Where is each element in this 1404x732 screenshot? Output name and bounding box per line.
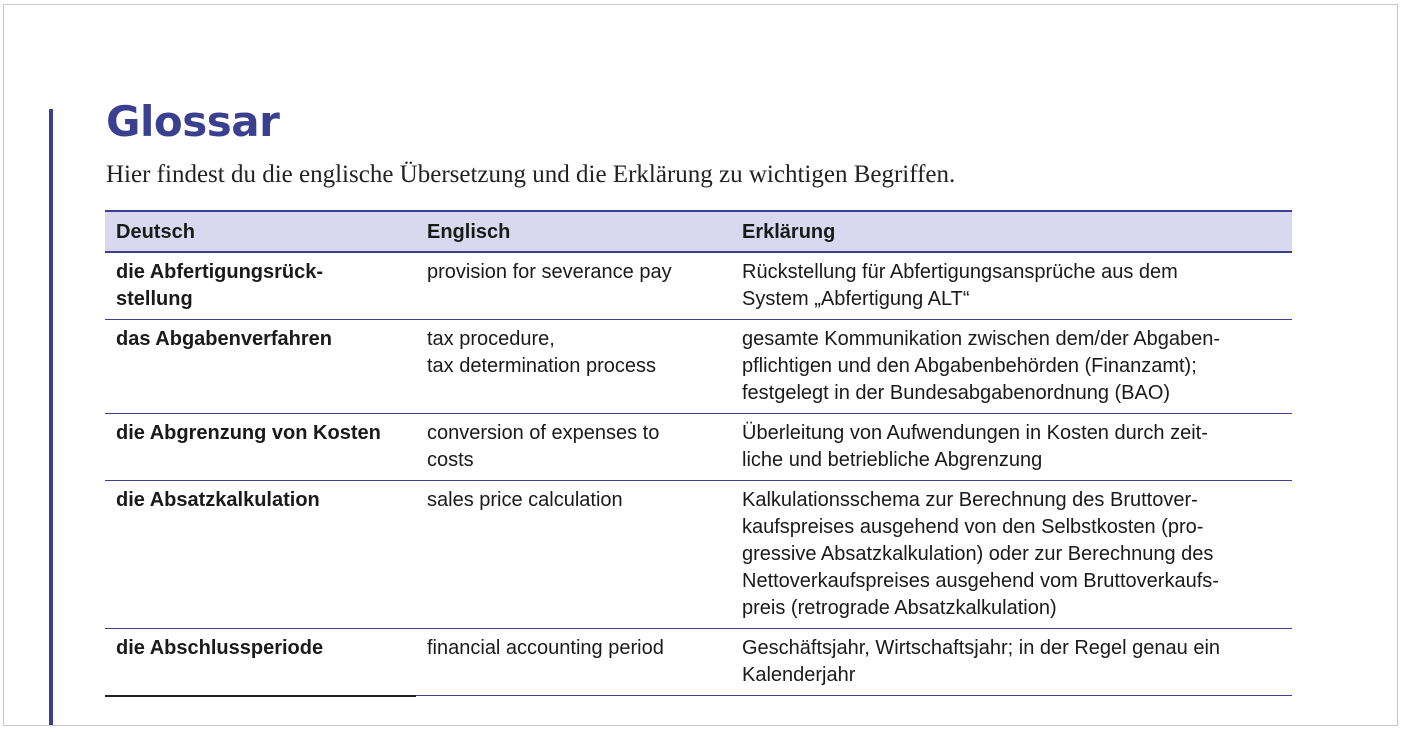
- cell-line: Kalenderjahr: [742, 664, 856, 686]
- column-header-englisch: Englisch: [416, 211, 731, 252]
- explanation-cell: [731, 481, 1292, 629]
- table-row: [105, 481, 1292, 629]
- cell-line: die Abfertigungsrück-: [116, 261, 324, 283]
- english-cell: [416, 481, 731, 629]
- cell-line: costs: [427, 449, 474, 471]
- cell-line: sales price calculation: [427, 489, 623, 511]
- english-cell: [416, 252, 731, 320]
- explanation-cell: [731, 320, 1292, 414]
- term-cell: [105, 629, 416, 696]
- cell-line: financial accounting period: [427, 637, 664, 659]
- english-cell: [416, 320, 731, 414]
- cell-line: die Abgrenzung von Kosten: [116, 422, 381, 444]
- cell-line: gesamte Kommunikation zwischen dem/der Abgaben-: [742, 328, 1221, 350]
- accent-bar: [49, 109, 53, 726]
- term-cell: [105, 320, 416, 414]
- cell-line: conversion of expenses to: [427, 422, 660, 444]
- explanation-cell: [731, 252, 1292, 320]
- term-cell: [105, 481, 416, 629]
- cell-line: gressive Absatzkalkulation) oder zur Berechnung des: [742, 543, 1214, 565]
- cell-line: tax determination process: [427, 355, 657, 377]
- explanation-cell: [731, 414, 1292, 481]
- english-cell: [416, 414, 731, 481]
- table-row: [105, 629, 1292, 696]
- table-header-row: [105, 211, 1292, 252]
- cell-line: Rückstellung für Abfertigungsansprüche aus dem: [742, 261, 1178, 283]
- cell-line: Nettoverkaufspreises ausgehend vom Bruttoverkaufs-: [742, 570, 1219, 592]
- cell-line: System „Abfertigung ALT“: [742, 288, 970, 310]
- cell-line: festgelegt in der Bundesabgabenordnung (BAO): [742, 382, 1171, 404]
- cell-line: Kalkulationsschema zur Berechnung des Bruttover-: [742, 489, 1198, 511]
- page-subtitle: Hier findest du die englische Übersetzung und die Erklärung zu wichtigen Begriffen.: [106, 161, 956, 188]
- glossary-table: [105, 210, 1292, 697]
- table-row: [105, 252, 1292, 320]
- column-header-erklaerung: Erklärung: [731, 211, 1292, 252]
- explanation-cell: [731, 629, 1292, 696]
- column-header-deutsch: Deutsch: [105, 211, 416, 252]
- cell-line: provision for severance pay: [427, 261, 672, 283]
- cell-line: stellung: [116, 288, 193, 310]
- glossary-body: [105, 252, 1292, 696]
- cell-line: das Abgabenverfahren: [116, 328, 332, 350]
- english-cell: [416, 629, 731, 696]
- term-cell: [105, 414, 416, 481]
- cell-line: Überleitung von Aufwendungen in Kosten durch zeit-: [742, 422, 1208, 444]
- cell-line: Geschäftsjahr, Wirtschaftsjahr; in der Regel genau ein: [742, 637, 1221, 659]
- cell-line: preis (retrograde Absatzkalkulation): [742, 597, 1057, 619]
- table-row: [105, 414, 1292, 481]
- page-title: Glossar: [106, 97, 280, 146]
- cell-line: pflichtigen und den Abgabenbehörden (Finanzamt);: [742, 355, 1197, 377]
- cell-line: die Absatzkalkulation: [116, 489, 320, 511]
- table-row: [105, 320, 1292, 414]
- cell-line: kaufspreises ausgehend von den Selbstkosten (pro-: [742, 516, 1204, 538]
- cell-line: liche und betriebliche Abgrenzung: [742, 449, 1043, 471]
- cell-line: tax procedure,: [427, 328, 555, 350]
- cell-line: die Abschlussperiode: [116, 637, 324, 659]
- term-cell: [105, 252, 416, 320]
- page-frame: [3, 4, 1398, 726]
